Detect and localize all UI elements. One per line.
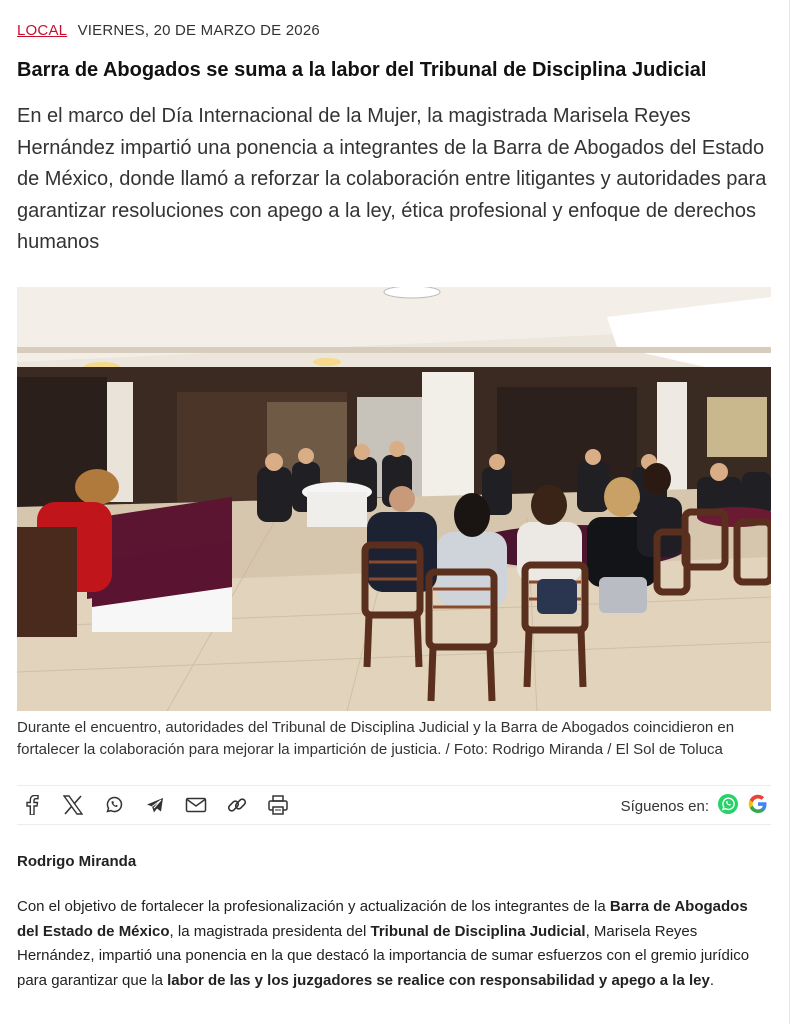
email-icon[interactable]: [185, 794, 207, 816]
google-icon[interactable]: [747, 793, 769, 819]
follow-us: [621, 793, 769, 819]
follow-label: Síguenos en:: [620, 797, 709, 815]
article-photo: [17, 287, 771, 711]
body-text-3: , Marisela Reyes Hernández, impartió una ponencia en la que destacó la importancia de sumar esfuerzos con el gremio jurídico para garantizar que la: [17, 922, 750, 989]
article-headline: Barra de Abogados se suma a la labor del Tribunal de Disciplina Judicial: [17, 59, 707, 81]
article-meta: [17, 22, 320, 39]
x-icon[interactable]: [62, 794, 84, 816]
photo-image: [17, 287, 771, 711]
body-text-2: , la magistrada presidenta del: [169, 922, 371, 940]
whatsapp-icon[interactable]: [103, 794, 125, 816]
body-bold-1: Barra de Abogados del Estado de México: [17, 898, 748, 940]
page-divider: [789, 0, 790, 1024]
body-text-4: .: [709, 971, 714, 989]
body-bold-3: labor de las y los juzgadores se realice con responsabilidad y apego a la ley: [167, 971, 710, 989]
facebook-icon[interactable]: [21, 794, 43, 816]
section-link[interactable]: LOCAL: [17, 22, 68, 39]
article-summary: En el marco del Día Internacional de la Mujer, la magistrada Marisela Reyes Hernández impartió una ponencia a integrantes de la Barra de Abogados del Estado de México, donde llamó a reforzar la colaboración entre litigantes y autoridades para garantizar resoluciones con apego a la ley, ética profesional y enfoque de derechos humanos: [17, 105, 767, 253]
publish-date: VIERNES, 20 DE MARZO DE 2026: [77, 22, 320, 39]
share-bar: [17, 785, 771, 825]
link-icon[interactable]: [226, 794, 248, 816]
article-body: [17, 895, 757, 993]
share-icons: [21, 794, 289, 816]
body-text-1: Con el objetivo de fortalecer la profesionalización y actualización de los integrantes de la: [17, 898, 610, 915]
telegram-icon[interactable]: [144, 794, 166, 816]
print-icon[interactable]: [267, 794, 289, 816]
article-author[interactable]: Rodrigo Miranda: [17, 853, 137, 870]
body-bold-2: Tribunal de Disciplina Judicial: [370, 922, 586, 940]
whatsapp-follow-icon[interactable]: [717, 793, 739, 819]
photo-caption: Durante el encuentro, autoridades del Tribunal de Disciplina Judicial y la Barra de Abogados coincidieron en fortalecer la colaboración para mejorar la impartición de justicia. / Foto: Rodrigo Miranda / El Sol de Toluca: [17, 719, 735, 758]
